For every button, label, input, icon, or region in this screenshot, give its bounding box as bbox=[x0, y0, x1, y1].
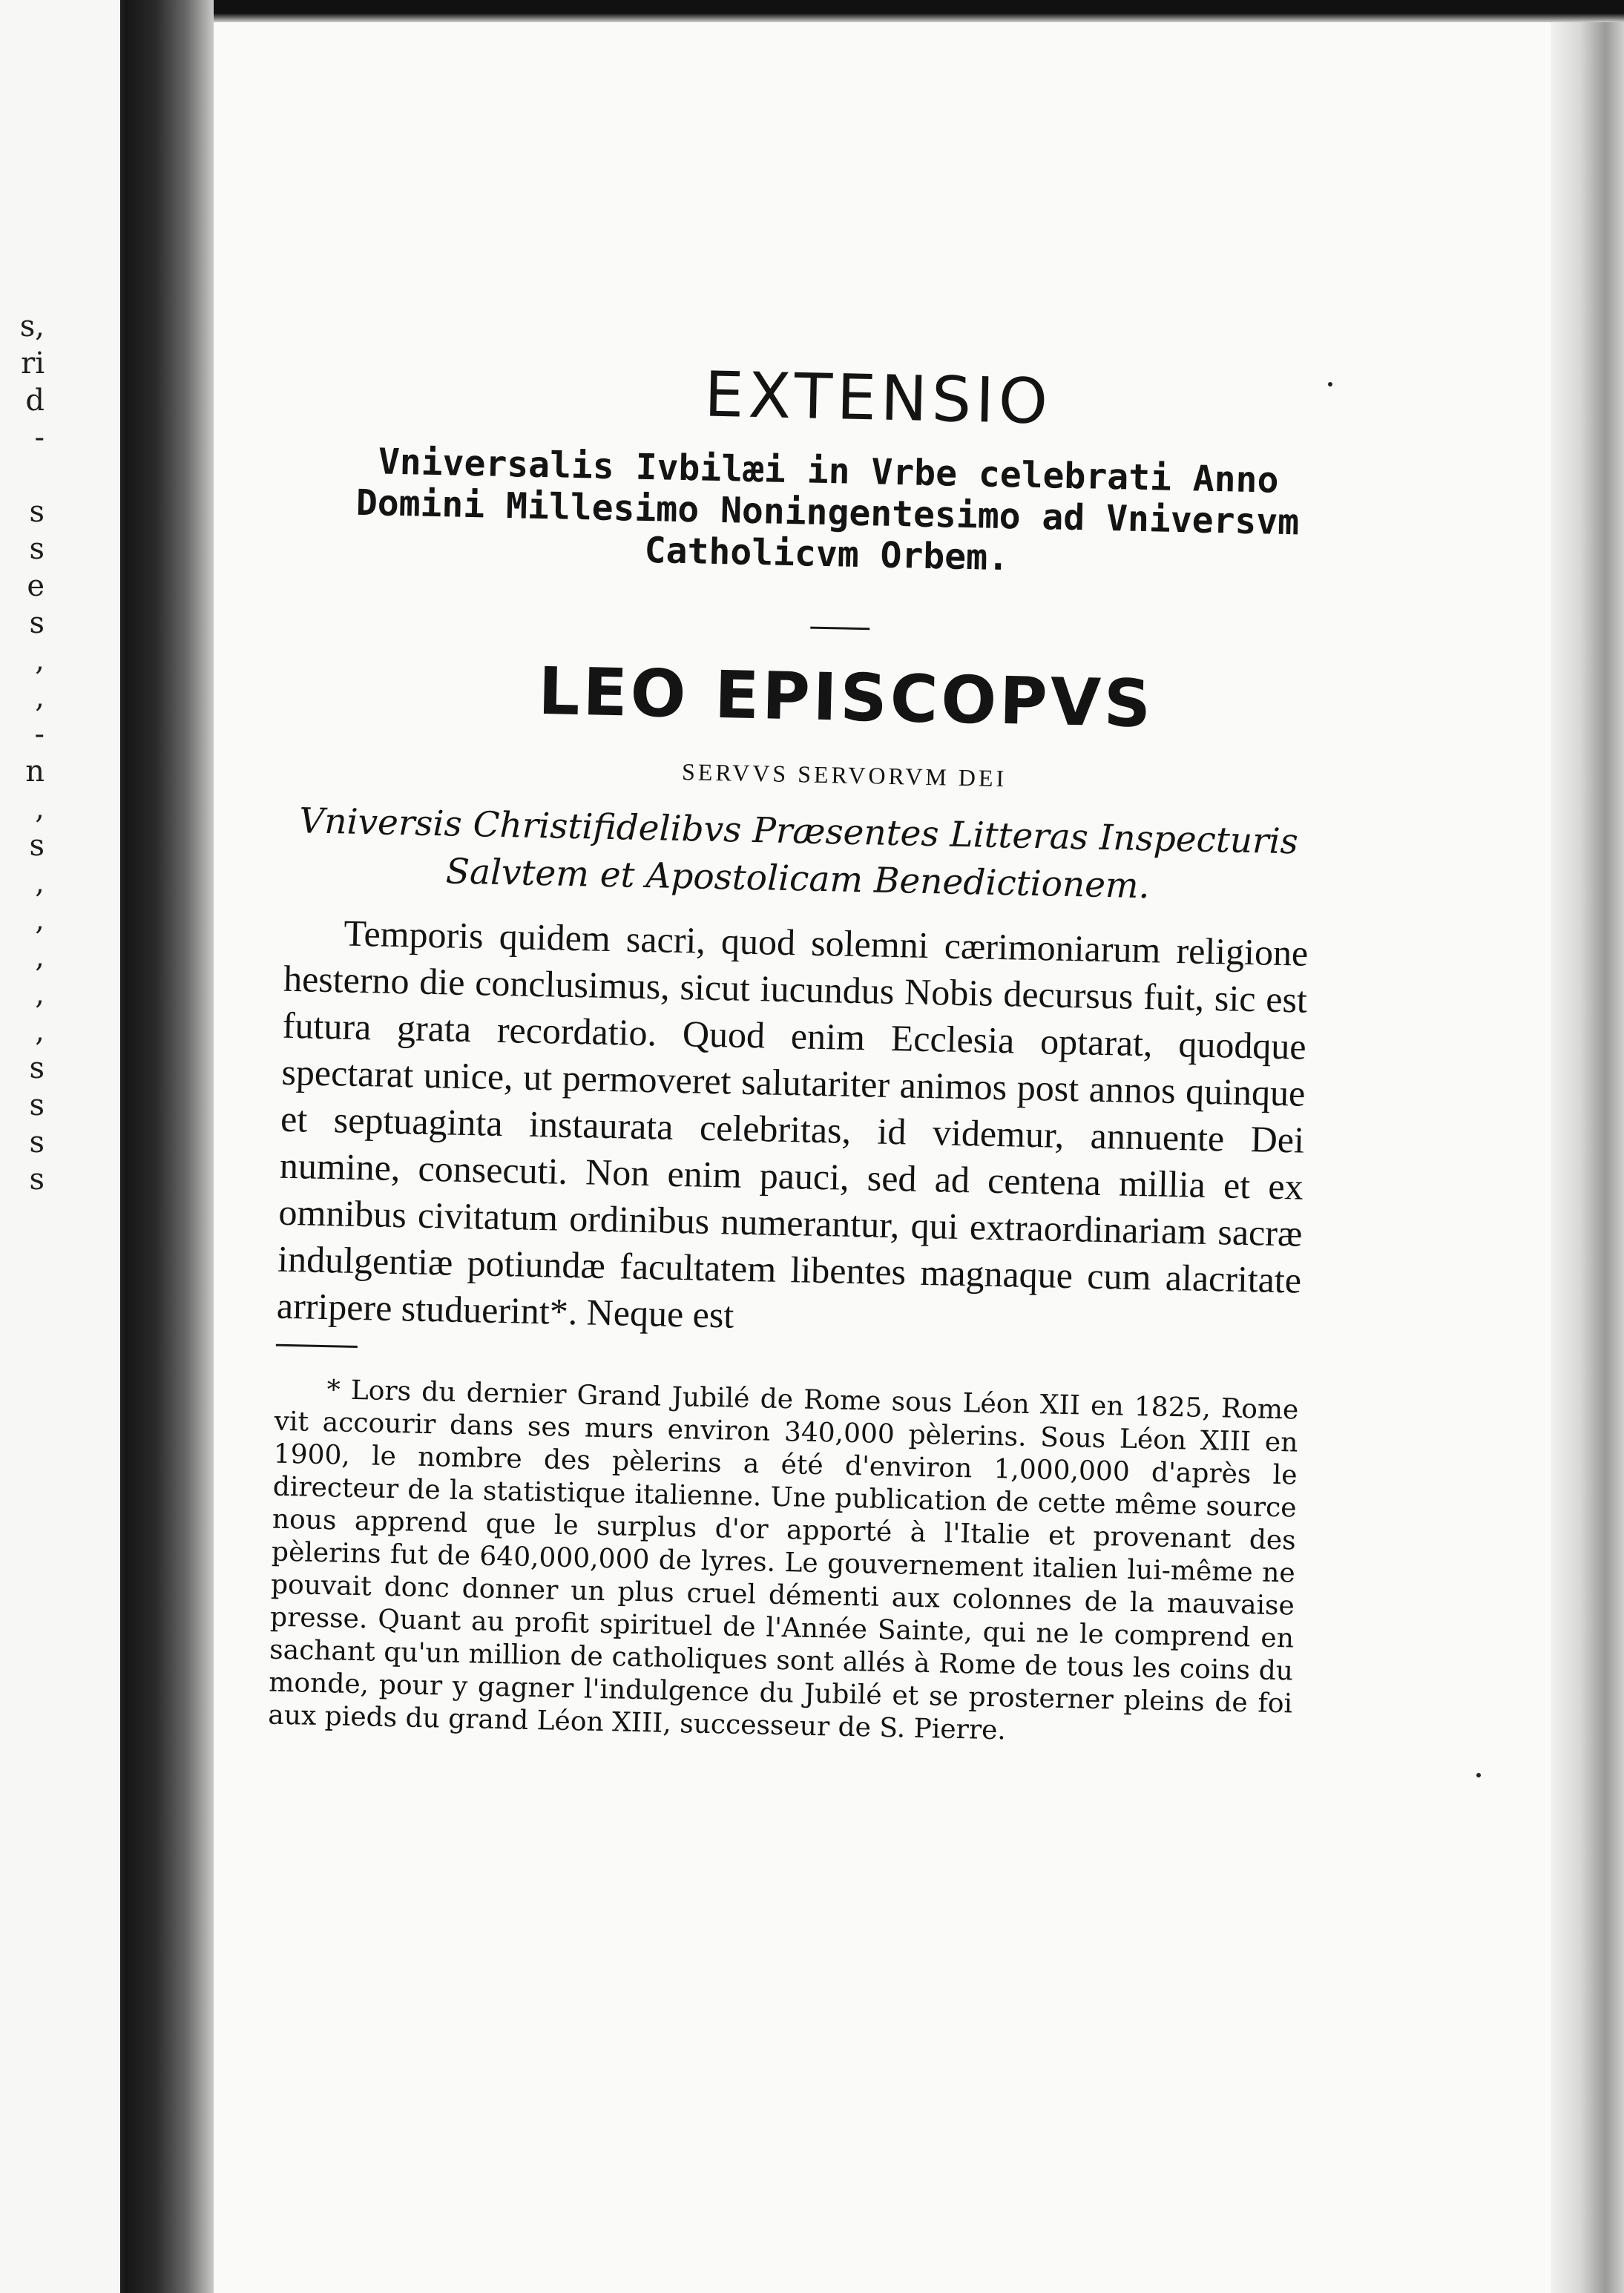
left-fragment: s bbox=[29, 1162, 45, 1197]
left-fragment: - bbox=[34, 717, 45, 751]
left-fragment: s bbox=[29, 1051, 45, 1085]
left-fragment: , bbox=[35, 977, 45, 1011]
bull-address: Vniversis Christifidelibvs Præsentes Litteras Inspecturis Salvtem et Apostolicam Benedictionem. bbox=[298, 800, 1299, 907]
left-fragment: , bbox=[35, 1014, 45, 1048]
section-divider bbox=[810, 627, 869, 631]
left-fragment: - bbox=[34, 421, 45, 455]
left-fragment: , bbox=[35, 866, 45, 900]
left-fragment: , bbox=[35, 940, 45, 974]
left-fragment: s bbox=[29, 1125, 45, 1159]
left-facing-page bbox=[0, 0, 125, 2293]
page-content bbox=[268, 349, 1321, 1753]
book-gutter bbox=[125, 0, 214, 2293]
left-fragment: , bbox=[35, 643, 45, 677]
left-fragment: s bbox=[29, 532, 45, 566]
footnote-divider bbox=[276, 1344, 358, 1348]
document-title: EXTENSIO bbox=[703, 358, 1053, 438]
left-fragment: s bbox=[29, 495, 45, 529]
bull-heading: LEO EPISCOPVS bbox=[537, 652, 1155, 743]
document-subtitle: Vniversalis Ivbilæi in Vrbe celebrati Anno Domini Millesimo Noningentesimo ad Vniversvm Catholicvm Orbem. bbox=[355, 441, 1300, 579]
left-fragment: , bbox=[35, 903, 45, 937]
ink-speck bbox=[1328, 382, 1332, 386]
servus-line: SERVVS SERVORVM DEI bbox=[681, 758, 1007, 792]
left-fragment: d bbox=[25, 384, 45, 418]
left-fragment: s bbox=[29, 1088, 45, 1122]
left-fragment: n bbox=[25, 754, 45, 789]
footnote: * Lors du dernier Grand Jubilé de Rome sous Léon XII en 1825, Rome vit accourir dans ses murs environ 340,000 pèlerins. Sous Léon XIII en 1900, le nombre des pèlerins a été d'environ 1,000,000 d'après le directeur de la statistique italienne. Une publication de cette même source nous apprend que le surplus d'or apporté à l'Italie et provenant des pèlerins fut de 640,000,000 de lyres. Le gouvernement italien lui-même ne pouvait donc donner un plus cruel démenti aux colonnes de la mauvaise presse. Quant au profit spirituel de l'Année Sainte, qui ne le comprend en sachant qu'un million de catholiques sont allés à Rome de tous les coins du monde, pour y gagner l'indulgence du Jubilé et se prosterner pleins de foi aux pieds du grand Léon XIII, successeur de S. Pierre. bbox=[267, 1375, 1299, 1746]
left-fragment: , bbox=[35, 792, 45, 826]
left-fragment: e bbox=[27, 569, 45, 603]
left-fragment: s bbox=[29, 606, 45, 640]
left-page-line-ends bbox=[0, 308, 45, 1198]
left-fragment: ri bbox=[21, 346, 45, 381]
left-fragment bbox=[0, 456, 45, 493]
bull-body-paragraph: Temporis quidem sacri, quod solemni cærimoniarum religione hesterno die conclusimus, sicut iucundus Nobis decursus fuit, sic est futura grata recordatio. Quod enim Ecclesia optarat, quodque spectarat unice, ut permoveret salutariter animos post annos quinque et septuaginta instaurata celebritas, id videmur, annuente Dei numine, consecuti. Non enim pauci, sed ad centena millia et ex omnibus civitatum ordinibus numerantur, qui extraordinariam sacræ indulgentiæ potiundæ facultatem libentes magnaque cum alacritate arripere studuerint*. Neque est bbox=[276, 912, 1309, 1336]
left-fragment: , bbox=[35, 680, 45, 714]
top-edge-shadow bbox=[214, 0, 1624, 22]
left-fragment: s, bbox=[19, 309, 45, 343]
page-edge-stack bbox=[1551, 22, 1624, 2293]
left-fragment: s bbox=[29, 829, 45, 863]
ink-speck bbox=[1476, 1773, 1481, 1777]
